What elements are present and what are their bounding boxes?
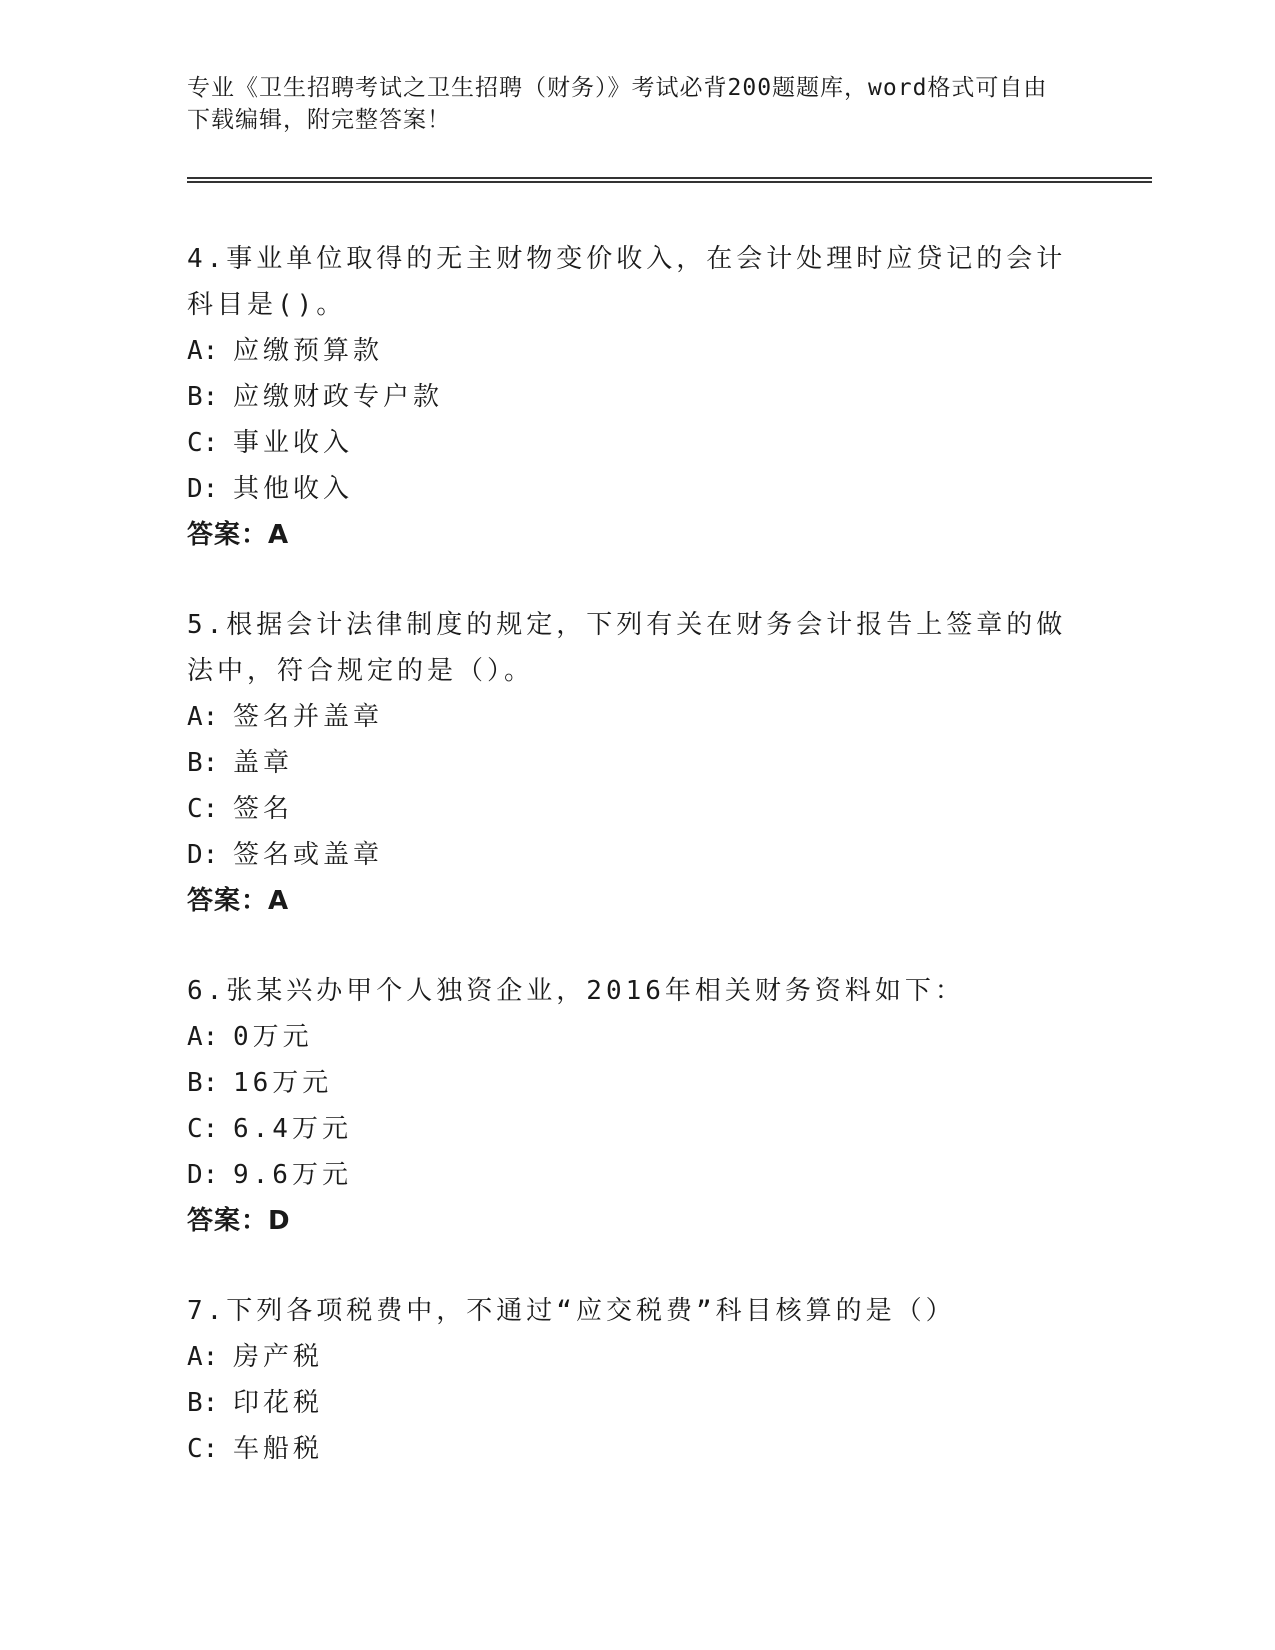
option-letter: D: bbox=[187, 840, 219, 870]
option-d bbox=[187, 832, 1067, 878]
option-letter: C: bbox=[187, 1114, 219, 1144]
header-divider bbox=[187, 177, 1152, 183]
question-stem: 5.根据会计法律制度的规定，下列有关在财务会计报告上签章的做法中，符合规定的是（）。 bbox=[187, 610, 1067, 686]
answer-line: 答案：A bbox=[187, 886, 290, 916]
option-text: 盖章 bbox=[233, 748, 294, 778]
option-text: 9.6万元 bbox=[233, 1160, 352, 1190]
question-stem: 4.事业单位取得的无主财物变价收入，在会计处理时应贷记的会计科目是()。 bbox=[187, 244, 1067, 320]
option-text: 16万元 bbox=[233, 1068, 333, 1098]
option-letter: A: bbox=[187, 702, 219, 732]
option-letter: C: bbox=[187, 794, 219, 824]
question-item bbox=[187, 236, 1067, 558]
option-text: 签名 bbox=[233, 794, 294, 824]
option-letter: A: bbox=[187, 336, 219, 366]
option-text: 6.4万元 bbox=[233, 1114, 352, 1144]
answer-line: 答案：A bbox=[187, 520, 290, 550]
option-letter: A: bbox=[187, 1342, 219, 1372]
option-c bbox=[187, 1426, 1067, 1472]
question-stem: 6.张某兴办甲个人独资企业，2016年相关财务资料如下： bbox=[187, 976, 965, 1006]
document-header: 专业《卫生招聘考试之卫生招聘（财务）》考试必背200题题库，word格式可自由下载编辑，附完整答案！ bbox=[187, 75, 1048, 133]
option-b bbox=[187, 740, 1067, 786]
option-text: 其他收入 bbox=[233, 474, 354, 504]
option-a bbox=[187, 694, 1067, 740]
option-text: 签名并盖章 bbox=[233, 702, 384, 732]
option-text: 0万元 bbox=[233, 1022, 313, 1052]
question-item bbox=[187, 968, 1067, 1244]
answer-line: 答案：D bbox=[187, 1206, 291, 1236]
option-text: 签名或盖章 bbox=[233, 840, 384, 870]
option-letter: B: bbox=[187, 1388, 219, 1418]
question-item bbox=[187, 602, 1067, 924]
option-text: 应缴预算款 bbox=[233, 336, 384, 366]
option-d bbox=[187, 466, 1067, 512]
option-letter: B: bbox=[187, 382, 219, 412]
option-b bbox=[187, 374, 1067, 420]
option-text: 事业收入 bbox=[233, 428, 354, 458]
question-item bbox=[187, 1288, 1067, 1472]
option-letter: B: bbox=[187, 748, 219, 778]
option-letter: C: bbox=[187, 428, 219, 458]
question-list bbox=[187, 236, 1067, 1516]
option-letter: B: bbox=[187, 1068, 219, 1098]
option-text: 印花税 bbox=[233, 1388, 324, 1418]
option-text: 应缴财政专户款 bbox=[233, 382, 444, 412]
question-stem: 7.下列各项税费中，不通过“应交税费”科目核算的是（） bbox=[187, 1296, 956, 1326]
option-c bbox=[187, 420, 1067, 466]
option-letter: D: bbox=[187, 474, 219, 504]
option-b bbox=[187, 1060, 1067, 1106]
option-letter: A: bbox=[187, 1022, 219, 1052]
option-c bbox=[187, 786, 1067, 832]
option-a bbox=[187, 1334, 1067, 1380]
option-a bbox=[187, 1014, 1067, 1060]
option-letter: C: bbox=[187, 1434, 219, 1464]
option-d bbox=[187, 1152, 1067, 1198]
option-text: 车船税 bbox=[233, 1434, 324, 1464]
option-letter: D: bbox=[187, 1160, 219, 1190]
option-b bbox=[187, 1380, 1067, 1426]
option-c bbox=[187, 1106, 1067, 1152]
option-text: 房产税 bbox=[233, 1342, 324, 1372]
option-a bbox=[187, 328, 1067, 374]
